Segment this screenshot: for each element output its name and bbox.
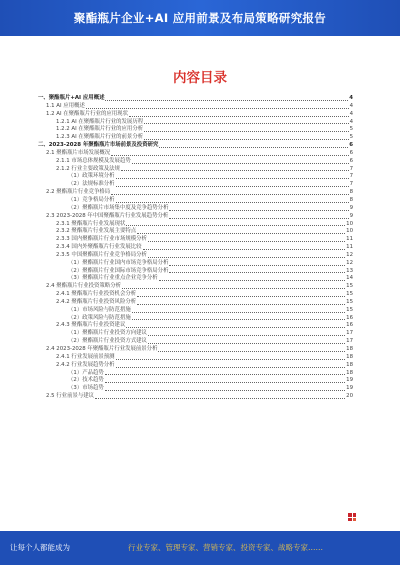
toc-leader-dots: [111, 194, 348, 195]
toc-page-number: 4: [349, 118, 353, 125]
toc-entry-label: 一、聚酯瓶片+AI 应用概述: [38, 95, 105, 101]
toc-leader-dots: [169, 210, 348, 211]
toc-entry-label: 2.3.3 国内聚酯瓶片行业市场规模分析: [56, 236, 147, 243]
toc-leader-dots: [132, 312, 345, 313]
report-title: 聚酯瓶片企业+AI 应用前景及布局策略研究报告: [73, 11, 327, 25]
toc-entry[interactable]: [38, 228, 353, 236]
toc-page-number: 7: [349, 173, 353, 180]
toc-entry[interactable]: [38, 283, 353, 291]
toc-entry[interactable]: [38, 205, 353, 213]
toc-page-number: 17: [346, 338, 353, 345]
toc-page-number: 12: [346, 251, 353, 258]
toc-entry-label: 2.3 2023-2028 年中国聚酯瓶片行业发展趋势分析: [46, 212, 169, 219]
toc-page-number: 12: [346, 259, 353, 266]
toc-leader-dots: [137, 233, 345, 234]
brand-logo-icon: [348, 513, 356, 521]
toc-entry-label: 二、2023-2028 年聚酯瓶片市场前景及投资研究: [38, 142, 159, 149]
toc-entry-label: 2.3.5 中国聚酯瓶片行业竞争格局分析: [56, 251, 147, 258]
toc-leader-dots: [148, 343, 345, 344]
toc-leader-dots: [126, 225, 345, 226]
toc-page-number: 18: [346, 353, 353, 360]
toc-leader-dots: [105, 382, 345, 383]
toc-entry[interactable]: [38, 197, 353, 205]
toc-entry-label: （1）产品趋势: [68, 369, 104, 376]
toc-entry-label: 2.4 2023-2028 年聚酯瓶片行业发展前景分析: [46, 346, 158, 352]
toc-leader-dots: [137, 304, 345, 305]
toc-page-number: 15: [346, 291, 353, 298]
toc-entry-label: 2.2 聚酯瓶片行业竞争格局: [46, 189, 111, 196]
toc-page-number: 6: [349, 157, 353, 164]
toc-entry[interactable]: [38, 362, 353, 370]
toc-entry[interactable]: [38, 330, 353, 338]
toc-entry[interactable]: [38, 134, 353, 142]
toc-entry-label: 1.2.3 AI 在聚酯瓶片行业的前景分析: [56, 134, 144, 141]
toc-leader-dots: [122, 288, 345, 289]
toc-page-number: 4: [349, 110, 353, 117]
toc-entry-label: 2.4.3 聚酯瓶片行业投资建议: [56, 322, 126, 329]
toc-entry[interactable]: [38, 252, 353, 260]
toc-leader-dots: [116, 178, 349, 179]
toc-leader-dots: [132, 163, 349, 164]
toc-entry-label: （3）聚酯瓶片行业重点企业竞争分析: [68, 275, 158, 282]
toc-entry[interactable]: [38, 111, 353, 119]
table-of-contents: [38, 95, 353, 401]
toc-leader-dots: [143, 249, 346, 250]
toc-entry[interactable]: [38, 338, 353, 346]
toc-leader-dots: [148, 335, 345, 336]
toc-entry-label: 2.1.1 市场总体规模及发展趋势: [56, 157, 131, 164]
toc-page-number: 10: [346, 220, 353, 227]
toc-entry-label: 2.3.4 国内外聚酯瓶片行业发展比较: [56, 244, 142, 251]
footer-bar: [0, 531, 400, 565]
toc-leader-dots: [169, 265, 345, 266]
toc-entry[interactable]: [38, 307, 353, 315]
toc-entry[interactable]: [38, 142, 353, 150]
toc-leader-dots: [148, 257, 345, 258]
toc-page-number: 20: [346, 393, 353, 400]
toc-entry[interactable]: [38, 346, 353, 354]
toc-entry[interactable]: [38, 291, 353, 299]
toc-page-number: 9: [349, 212, 353, 219]
toc-leader-dots: [144, 123, 348, 124]
toc-leader-dots: [159, 147, 348, 148]
toc-leader-dots: [86, 108, 349, 109]
toc-entry[interactable]: [38, 393, 353, 401]
toc-leader-dots: [126, 327, 345, 328]
toc-leader-dots: [111, 155, 348, 156]
toc-entry[interactable]: [38, 385, 353, 393]
toc-entry-label: 2.4 聚酯瓶片行业投资策略分析: [46, 283, 121, 290]
toc-entry[interactable]: [38, 244, 353, 252]
toc-leader-dots: [105, 374, 345, 375]
toc-page-number: 14: [346, 275, 353, 282]
toc-page-number: 8: [349, 196, 353, 203]
toc-heading: 内容目录: [173, 70, 227, 86]
toc-entry[interactable]: [38, 236, 353, 244]
toc-leader-dots: [95, 398, 345, 399]
toc-page-number: 6: [349, 149, 353, 156]
toc-leader-dots: [105, 390, 345, 391]
toc-leader-dots: [105, 100, 348, 101]
toc-entry-label: （2）聚酯瓶片行业投资方式建议: [68, 338, 147, 345]
toc-entry-label: 2.5 行业前景与建议: [46, 393, 95, 400]
toc-entry-label: 2.4.1 聚酯瓶片行业投资机会分析: [56, 291, 137, 298]
toc-entry-label: （1）竞争格局分析: [68, 196, 115, 203]
toc-leader-dots: [129, 116, 349, 117]
toc-entry-label: （2）法规标准分析: [68, 181, 115, 188]
toc-leader-dots: [169, 272, 345, 273]
toc-entry-label: 2.4.2 行业发展趋势分析: [56, 361, 115, 368]
toc-page-number: 11: [346, 244, 353, 251]
toc-entry[interactable]: [38, 213, 353, 221]
toc-page-number: 15: [346, 298, 353, 305]
toc-entry-label: （2）政策风险与防范措施: [68, 314, 131, 321]
toc-entry[interactable]: [38, 103, 353, 111]
toc-page-number: 18: [346, 369, 353, 376]
toc-page-number: 10: [346, 228, 353, 235]
toc-entry-label: （1）聚酯瓶片行业投资方向建议: [68, 330, 147, 337]
toc-entry[interactable]: [38, 260, 353, 268]
footer-slogan: 让每个人都能成为: [10, 543, 70, 552]
toc-leader-dots: [116, 202, 349, 203]
toc-page-number: 6: [349, 142, 353, 149]
toc-page-number: 18: [346, 346, 353, 352]
toc-page-number: 16: [346, 322, 353, 329]
toc-page-number: 8: [349, 189, 353, 196]
toc-entry-label: 2.1 聚酯瓶片市场发展概况: [46, 149, 111, 156]
toc-entry[interactable]: [38, 95, 353, 103]
toc-entry[interactable]: [38, 181, 353, 189]
toc-leader-dots: [158, 351, 345, 352]
toc-entry-label: 1.2 AI 在聚酯瓶片行业的应用现状: [46, 110, 128, 117]
toc-page-number: 4: [349, 102, 353, 109]
toc-page-number: 17: [346, 330, 353, 337]
toc-entry-label: 2.3.1 聚酯瓶片行业发展现状: [56, 220, 126, 227]
toc-leader-dots: [144, 139, 348, 140]
toc-page-number: 4: [349, 95, 353, 101]
toc-leader-dots: [116, 186, 349, 187]
toc-page-number: 11: [346, 236, 353, 243]
toc-leader-dots: [121, 170, 349, 171]
toc-page-number: 15: [346, 306, 353, 313]
toc-page-number: 15: [346, 283, 353, 290]
toc-entry[interactable]: [38, 354, 353, 362]
toc-leader-dots: [116, 359, 346, 360]
toc-entry-label: （2）聚酯瓶片行业国际市场竞争格局分析: [68, 267, 169, 274]
toc-entry-label: （3）市场趋势: [68, 385, 104, 392]
toc-leader-dots: [132, 319, 345, 320]
toc-entry-label: 1.2.1 AI 在聚酯瓶片行业的发展历程: [56, 118, 144, 125]
toc-page-number: 5: [349, 126, 353, 133]
toc-entry[interactable]: [38, 299, 353, 307]
toc-leader-dots: [137, 296, 345, 297]
header-bar: [0, 0, 400, 36]
footer-expert-list: 行业专家、管理专家、营销专家、投资专家、战略专家……: [128, 543, 323, 552]
toc-entry-label: 2.3.2 聚酯瓶片行业发展主要特点: [56, 228, 137, 235]
toc-page-number: 5: [349, 134, 353, 141]
toc-entry-label: （1）政策环境分析: [68, 173, 115, 180]
toc-page-number: 9: [349, 204, 353, 211]
toc-page-number: 19: [346, 377, 353, 384]
toc-entry-label: 2.1.2 行业主要政策及法规: [56, 165, 120, 172]
toc-page-number: 7: [349, 165, 353, 172]
toc-leader-dots: [159, 280, 345, 281]
toc-page-number: 7: [349, 181, 353, 188]
toc-entry-label: 1.1 AI 应用概述: [46, 102, 85, 109]
toc-leader-dots: [148, 241, 345, 242]
toc-leader-dots: [144, 131, 348, 132]
toc-leader-dots: [116, 367, 346, 368]
toc-entry-label: 1.2.2 AI 在聚酯瓶片行业的应用分析: [56, 126, 144, 133]
toc-page-number: 13: [346, 267, 353, 274]
toc-entry-label: 2.4.2 聚酯瓶片行业投资风险分析: [56, 298, 137, 305]
toc-entry-label: （1）市场风险与防范措施: [68, 306, 131, 313]
toc-entry[interactable]: [38, 189, 353, 197]
toc-entry[interactable]: [38, 150, 353, 158]
toc-entry-label: （2）聚酯瓶片市场集中度及竞争趋势分析: [68, 204, 169, 211]
toc-entry-label: （1）聚酯瓶片行业国内市场竞争格局分析: [68, 259, 169, 266]
toc-page-number: 16: [346, 314, 353, 321]
toc-entry[interactable]: [38, 158, 353, 166]
toc-page-number: 18: [346, 361, 353, 368]
toc-entry-label: 2.4.1 行业发展前景预测: [56, 353, 115, 360]
toc-page-number: 19: [346, 385, 353, 392]
toc-entry-label: （2）技术趋势: [68, 377, 104, 384]
toc-leader-dots: [169, 218, 348, 219]
